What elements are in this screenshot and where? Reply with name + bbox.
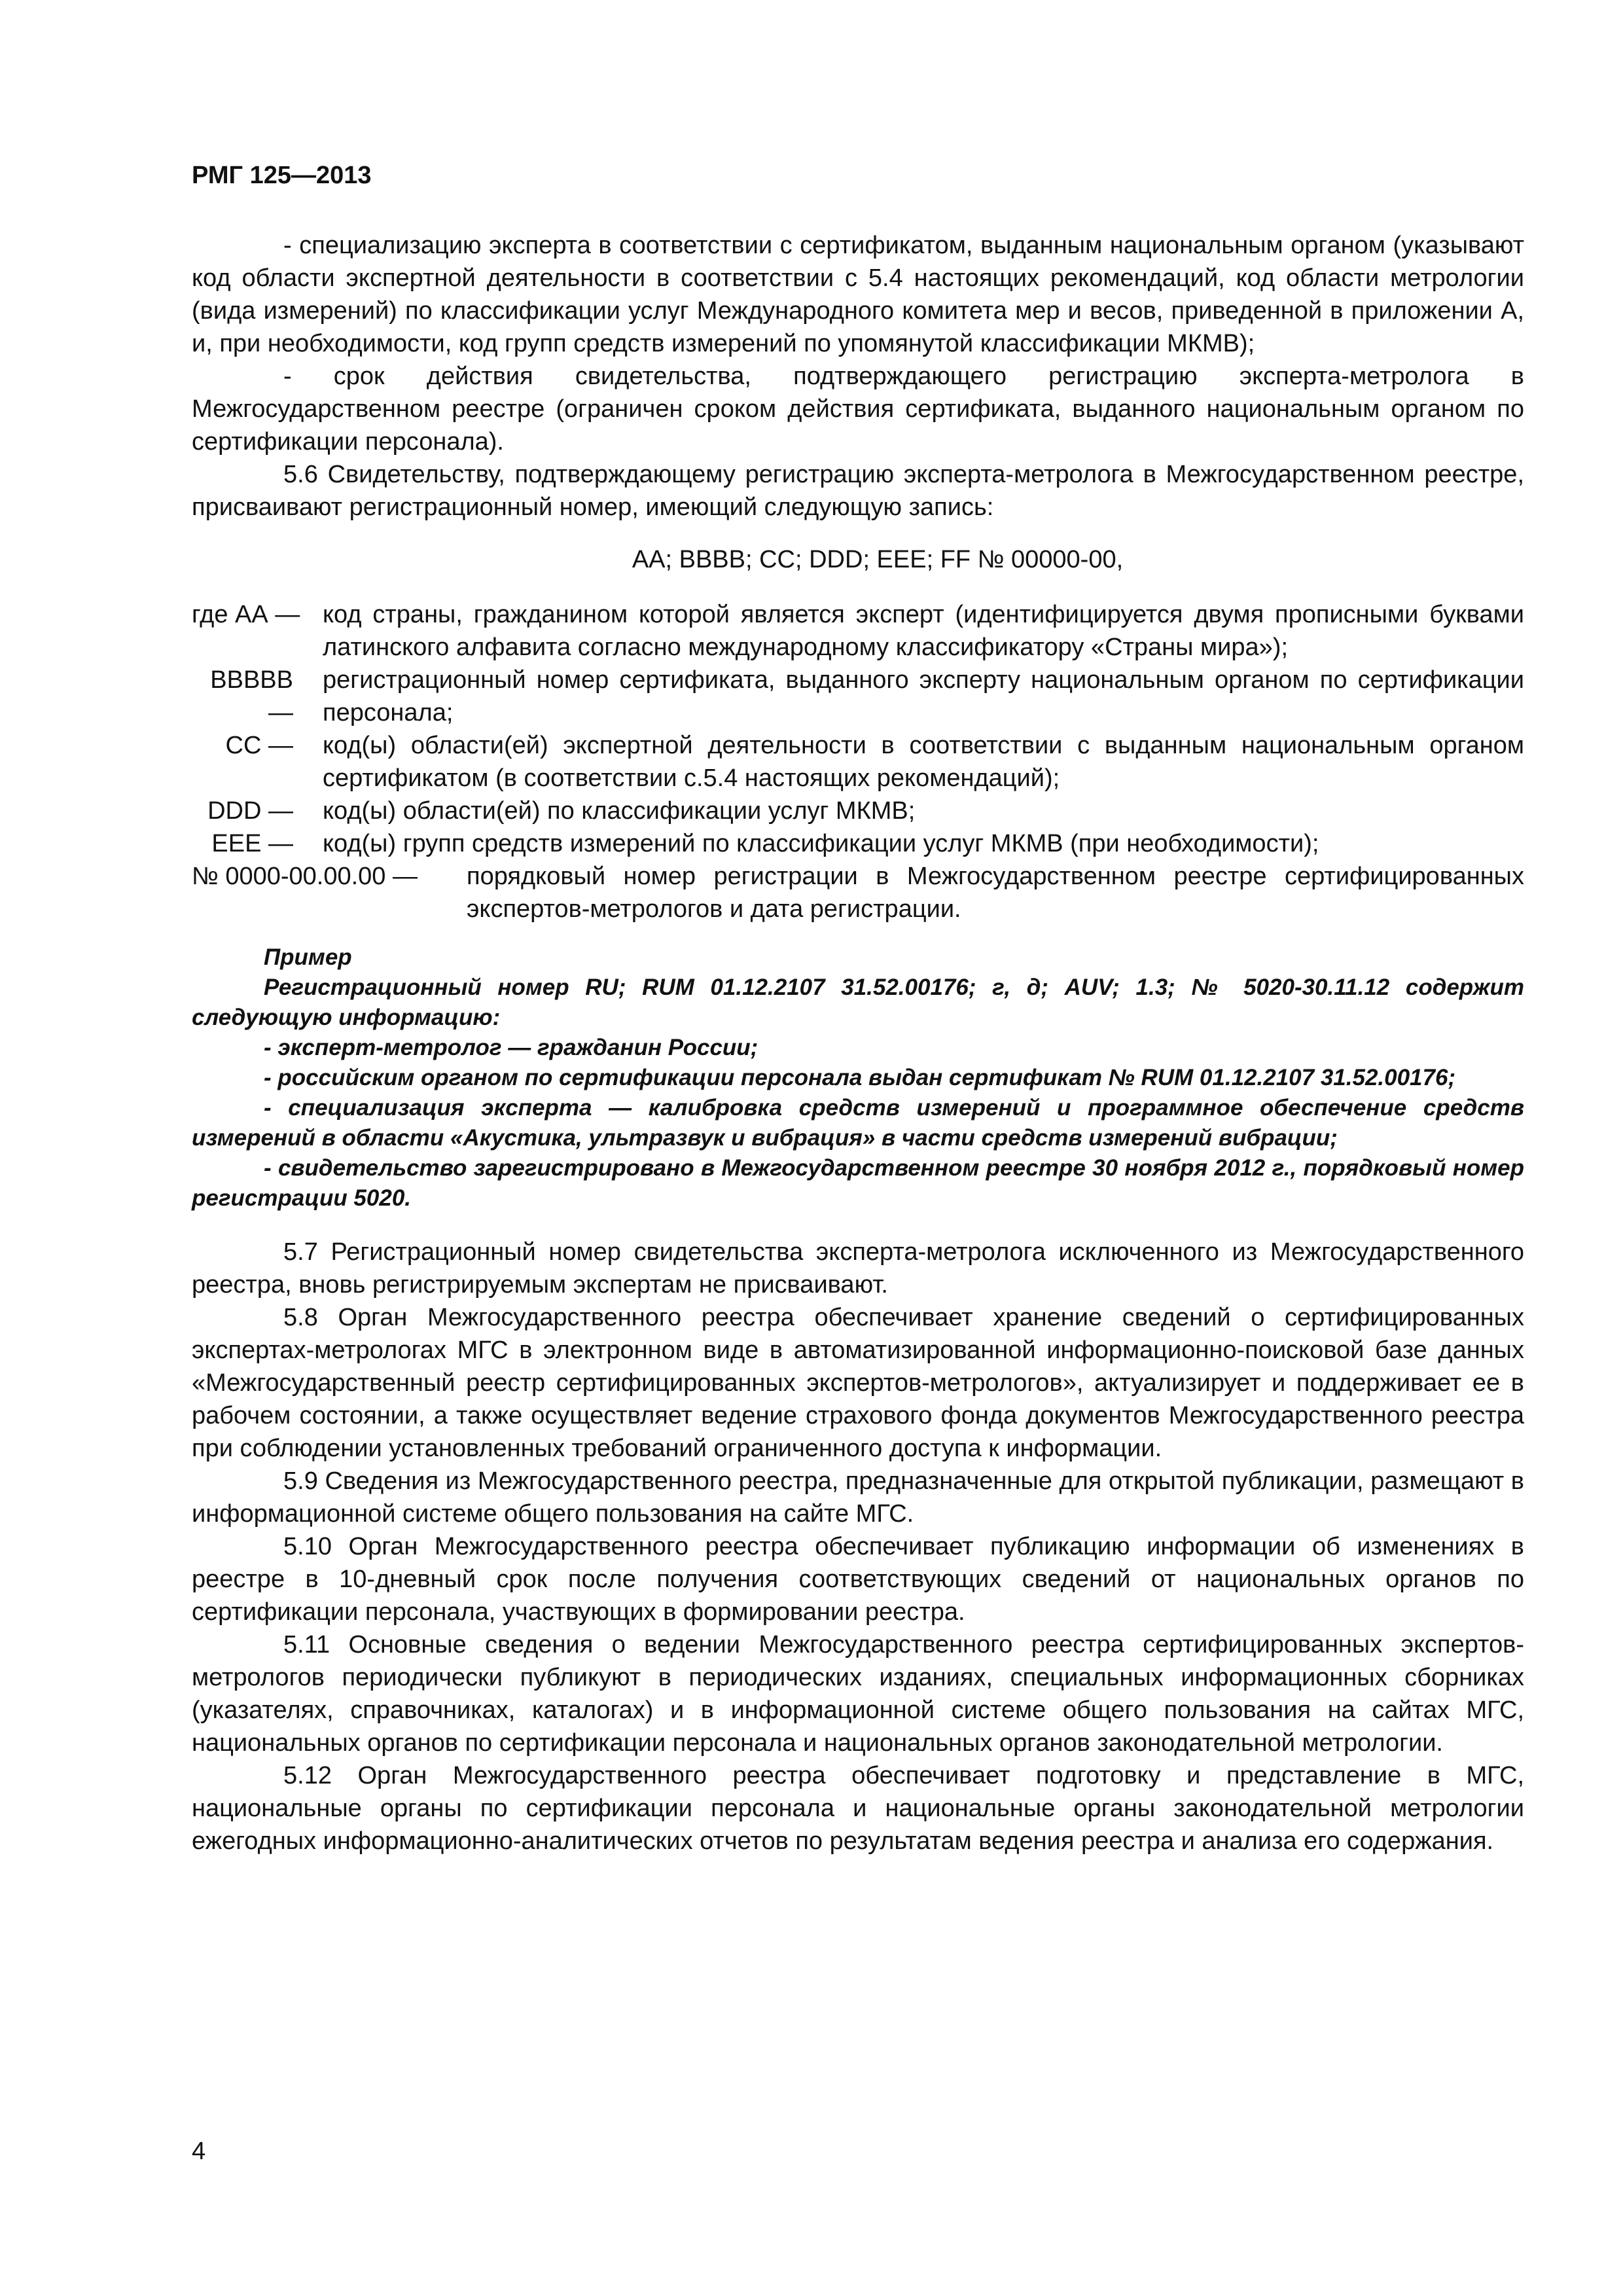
definition-term: где АА — — [192, 601, 300, 628]
example-heading: Пример — [264, 944, 352, 970]
document-body — [192, 229, 1524, 1857]
definition-item — [192, 827, 1524, 860]
definition-term: ЕЕЕ — — [211, 830, 293, 857]
definition-term: № 0000-00.00.00 — — [192, 863, 418, 890]
definition-text: код(ы) групп средств измерений по классификации услуг МКМВ (при необходимости); — [323, 830, 1319, 857]
paragraph-5-8: 5.8 Орган Межгосударственного реестра обеспечивает хранение сведений о сертифицированных экспертах-метрологах МГС в электронном виде в автоматизированной информационно-поисковой базе данных «Межгосударственный реестр сертифицированных экспертов-метрологов», актуализирует и поддерживает ее в рабочем состоянии, а также осуществляет ведение страхового фонда документов Межгосударственного реестра при соблюдении установленных требований ограниченного доступа к информации. — [192, 1304, 1524, 1462]
definition-term: DDD — — [207, 797, 293, 825]
paragraph-5-10: 5.10 Орган Межгосударственного реестра обеспечивает публикацию информации об изменениях в реестре в 10-дневный срок после получения соответствующих сведений от национальных органов по сертификации персонала, участвующих в формировании реестра. — [192, 1533, 1524, 1626]
example-line: - эксперт-метролог — гражданин России; — [264, 1035, 758, 1060]
document-header: РМГ 125—2013 — [192, 162, 372, 189]
definition-item — [192, 664, 1524, 729]
paragraph-5-6: 5.6 Свидетельству, подтверждающему регистрацию эксперта-метролога в Межгосударственном реестре, присваивают регистрационный номер, имеющий следующую запись: — [192, 461, 1524, 521]
page-number: 4 — [192, 2138, 206, 2165]
definition-text: порядковый номер регистрации в Межгосударственном реестре сертифицированных экспертов-метрологов и дата регистрации. — [467, 863, 1524, 923]
definition-text: код страны, гражданином которой является эксперт (идентифицируется двумя прописными буквами латинского алфавита согласно международному классификатору «Страны мира»); — [323, 601, 1524, 661]
definition-text: код(ы) области(ей) экспертной деятельности в соответствии с выданным национальным органом сертификатом (в соответствии с.5.4 настоящих рекомендаций); — [323, 732, 1524, 792]
definition-term: СС — — [225, 732, 293, 759]
definition-term: ВВВВВ — — [210, 666, 293, 726]
paragraph-5-7: 5.7 Регистрационный номер свидетельства эксперта-метролога исключенного из Межгосударственного реестра, вновь регистрируемым экспертам не присваивают. — [192, 1238, 1524, 1299]
definition-item — [192, 860, 1524, 925]
definition-item — [192, 598, 1524, 664]
paragraph-5-9: 5.9 Сведения из Межгосударственного реестра, предназначенные для открытой публикации, размещают в информационной системе общего пользования на сайте МГС. — [192, 1467, 1524, 1528]
example-line: - российским органом по сертификации персонала выдан сертификат № RUM 01.12.2107 31.52.00176; — [264, 1065, 1456, 1090]
paragraph-5-11: 5.11 Основные сведения о ведении Межгосударственного реестра сертифицированных экспертов-метрологов периодически публикуют в периодических изданиях, специальных информационных сборниках (указателях, справочниках, каталогах) и в информационной системе общего пользования на сайтах МГС, национальных органов по сертификации персонала и национальных органов законодательной метрологии. — [192, 1631, 1524, 1757]
example-line: - специализация эксперта — калибровка средств измерений и программное обеспечение средств измерений в области «Акустика, ультразвук и вибрация» в части средств измерений вибрации; — [192, 1095, 1524, 1151]
example-line: Регистрационный номер RU; RUM 01.12.2107 31.52.00176; г, д; AUV; 1.3; № 5020-30.11.12 содержит следующую информацию: — [192, 975, 1524, 1030]
paragraph-specialization: - специализацию эксперта в соответствии с сертификатом, выданным национальным органом (указывают код области экспертной деятельности в соответствии с 5.4 настоящих рекомендаций, код области метрологии (вида измерений) по классификации услуг Международного комитета мер и весов, приведенной в приложении А, и, при необходимости, код групп средств измерений по упомянутой классификации МКМВ); — [192, 232, 1524, 357]
example-line: - свидетельство зарегистрировано в Межгосударственном реестре 30 ноября 2012 г., порядковый номер регистрации 5020. — [192, 1155, 1524, 1211]
example-block — [192, 942, 1524, 1213]
definition-text: код(ы) области(ей) по классификации услуг МКМВ; — [323, 797, 916, 825]
definition-text: регистрационный номер сертификата, выданного эксперту национальным органом по сертификации персонала; — [323, 666, 1524, 726]
registration-number-formula: АА; ВВВВ; СС; DDD; ЕЕЕ; FF № 00000-00, — [632, 546, 1124, 573]
definition-item — [192, 795, 1524, 827]
definition-item — [192, 729, 1524, 795]
definition-list — [192, 598, 1524, 925]
paragraph-validity-period: - срок действия свидетельства, подтверждающего регистрацию эксперта-метролога в Межгосударственном реестре (ограничен сроком действия сертификата, выданного национальным органом по сертификации персонала). — [192, 363, 1524, 456]
paragraph-5-12: 5.12 Орган Межгосударственного реестра обеспечивает подготовку и представление в МГС, национальные органы по сертификации персонала и национальные органы законодательной метрологии ежегодных информационно-аналитических отчетов по результатам ведения реестра и анализа его содержания. — [192, 1762, 1524, 1855]
